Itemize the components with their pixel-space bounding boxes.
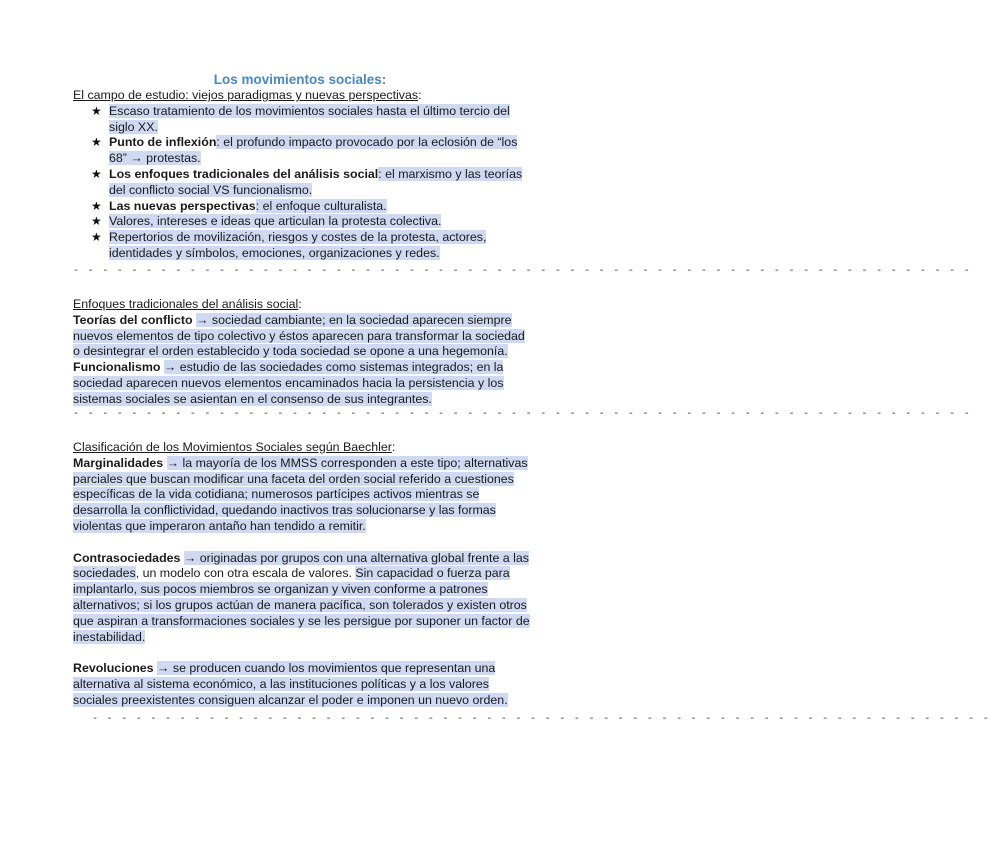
term-teorias-del-conflicto: Teorías del conflicto [73, 312, 193, 327]
section-heading-text: El campo de estudio: viejos paradigmas y nuevas perspectivas [73, 88, 419, 102]
paragraph-text: la mayoría de los MMSS corresponden a este tipo; alternativas parciales que buscan modificar una faceta del orden social [73, 455, 528, 486]
paragraph-text-plain: , un modelo con otra escala de valores. [135, 566, 356, 581]
dashed-divider: - - - - - - - - - - - - - - - - - - - - - - - - - - - - - - - - - - - - - - - - - - - - - - - - - - - - - - - - - - - - - - [73, 409, 972, 420]
term-funcionalismo: Funcionalismo [73, 360, 161, 375]
term-contrasociedades: Contrasociedades [73, 550, 181, 565]
heading-colon: : [391, 440, 396, 454]
paragraph-text-cont: Sin capacidad o fuerza para implantarlo, sus pocos miembros se organizan y viven conforme a patrones alternativos; si los grupos actúan de manera pacífica, son tolerados y existen otros que aspiran a transformaciones sociales y se les persigue por suponer un factor de inestabilidad. [73, 566, 530, 644]
blank-line [73, 535, 533, 551]
paragraph-text: estudio de las sociedades como sistemas integrados; en la sociedad aparecen nuevos elementos encaminados hacia la persistencia y los sistemas sociales se asientan en el consenso de sus integrantes. [73, 360, 504, 406]
paragraph-text: sociedad cambiante; en la sociedad aparecen siempre nuevos elementos de tipo colectivo y éstos aparecen para transformar la sociedad o desintegrar el orden establecido y toda sociedad se opone a una hegemonía. [73, 312, 525, 359]
list-item [73, 167, 533, 199]
list-item-text: : el enfoque culturalista. [255, 198, 387, 213]
section-campo-de-estudio [73, 88, 533, 262]
list-item-text: : el marxismo y las teorías del conflicto social VS funcionalismo. [109, 166, 523, 197]
list-item [73, 199, 533, 215]
dashed-divider: - - - - - - - - - - - - - - - - - - - - - - - - - - - - - - - - - - - - - - - - - - - - - - - - - - - - - - - - - - - - - - [92, 714, 990, 725]
section-heading [73, 88, 533, 104]
document-title: Los movimientos sociales: [213, 72, 387, 87]
section-clasificacion-baechler [73, 440, 533, 709]
arrow: → [183, 550, 197, 565]
star-icon: ★ [91, 230, 102, 245]
list-item [73, 104, 533, 136]
list-item [73, 135, 533, 167]
star-icon: ★ [91, 135, 102, 150]
paragraph-contrasociedades [73, 551, 533, 646]
term-revoluciones: Revoluciones [73, 661, 154, 676]
dashed-divider: - - - - - - - - - - - - - - - - - - - - - - - - - - - - - - - - - - - - - - - - - - - - - - - - - - - - - - - - - - - - - - [73, 266, 972, 277]
bullet-list [73, 104, 533, 262]
arrow: → [166, 455, 180, 470]
list-item-bold: Los enfoques tradicionales del análisis social [109, 166, 379, 181]
paragraph-teorias-conflicto [73, 313, 533, 360]
star-icon: ★ [91, 166, 102, 181]
list-item [73, 230, 533, 262]
section-heading-text: Enfoques tradicionales del análisis social [73, 297, 299, 311]
star-icon: ★ [91, 214, 102, 229]
paragraph-text: originadas por grupos con una alternativa global frente a las sociedades [73, 550, 529, 581]
term-marginalidades: Marginalidades [73, 455, 164, 470]
section-heading [73, 440, 533, 456]
paragraph-funcionalismo [73, 360, 533, 407]
star-icon: ★ [91, 198, 102, 213]
star-icon: ★ [91, 103, 102, 118]
list-item-bold: Punto de inflexión [109, 135, 217, 150]
heading-colon: : [418, 88, 422, 102]
list-item-text: Escaso tratamiento de los movimientos sociales hasta el último tercio del siglo XX. [109, 103, 510, 134]
list-item [73, 214, 533, 230]
arrow: → [163, 360, 177, 375]
paragraph-marginalidades [73, 456, 533, 535]
section-heading-text: Clasificación de los Movimientos Sociales según Baechler [73, 440, 392, 454]
section-enfoques-tradicionales [73, 297, 533, 408]
heading-colon: : [298, 297, 302, 311]
section-heading [73, 297, 533, 313]
paragraph-text-cont: referido a cuestiones específicas de la vida cotidiana; numerosos partícipes activos mientras se desarrolla la conflictividad, quedando inactivos tras solucionarse y las formas violentas que imperaron antaño han tendido a remitir. [73, 471, 514, 533]
arrow: → [196, 312, 209, 327]
blank-line [73, 645, 533, 661]
list-item-text: : el profundo impacto provocado por la eclosión de “los 68” → protestas. [109, 135, 518, 166]
paragraph-text: se producen cuando los movimientos que representan una alternativa al sistema económico, a las instituciones políticas y a los valores sociales preexistentes consiguen alcanzar el poder e imponen un nuevo orden. [73, 661, 508, 707]
list-item-text: Valores, intereses e ideas que articulan la protesta colectiva. [109, 214, 442, 229]
list-item-text: Repertorios de movilización, riesgos y costes de la protesta, actores, identidades y símbolos, emociones, organizaciones y redes. [109, 230, 487, 260]
paragraph-revoluciones [73, 661, 533, 708]
list-item-bold: Las nuevas perspectivas [109, 198, 256, 213]
arrow: → [157, 661, 170, 676]
